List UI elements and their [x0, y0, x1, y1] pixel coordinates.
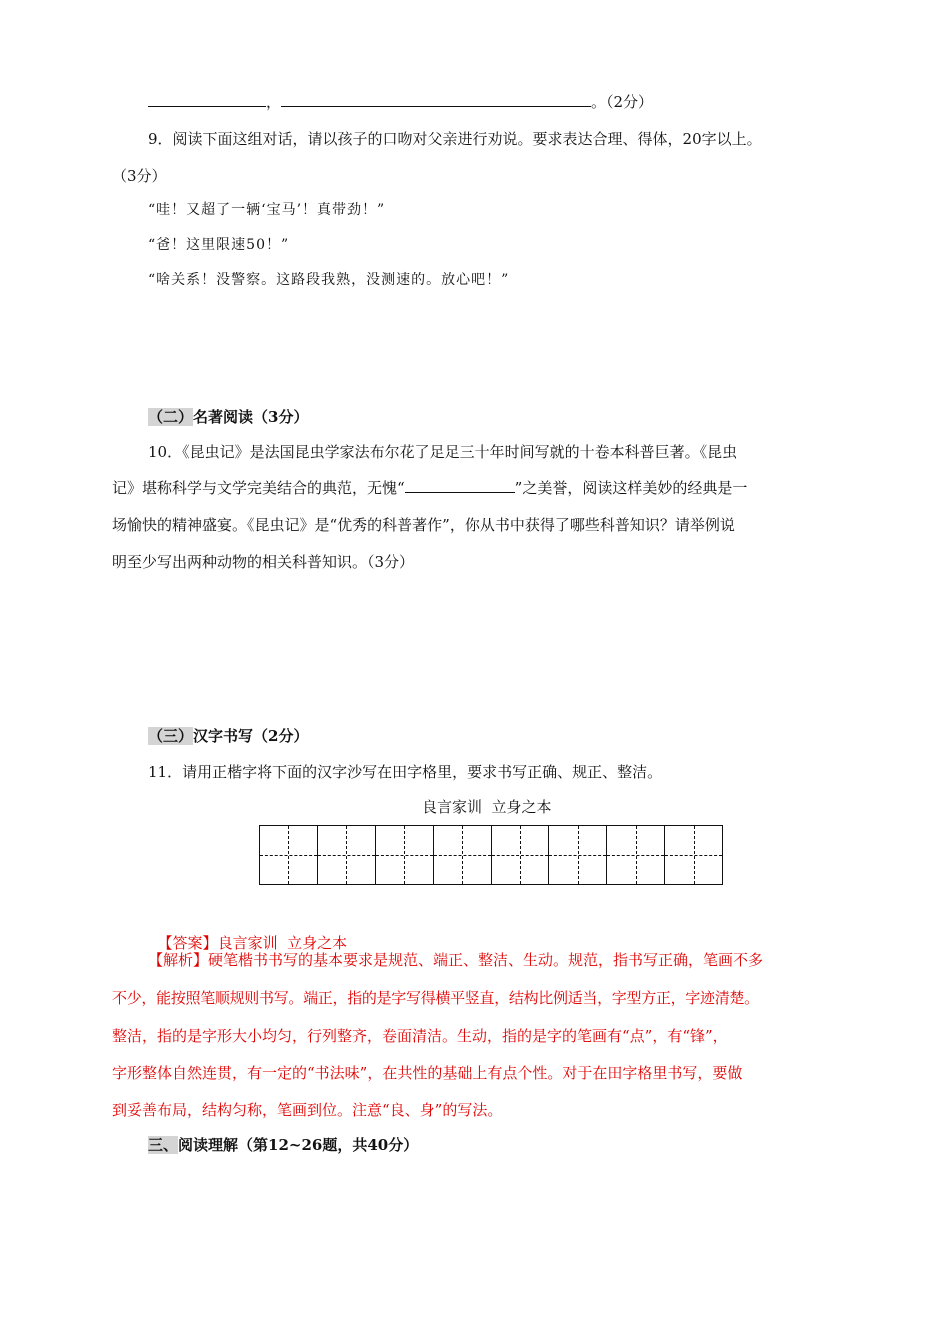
sample-text: 良言家训 立身之本 — [422, 798, 552, 816]
section-title: 汉字书写（2分） — [193, 727, 309, 745]
q8-answer-line — [148, 91, 653, 112]
answer — [148, 914, 347, 953]
answer-blank[interactable] — [148, 92, 266, 107]
dialogue-line: “啥关系！没警察。这路段我熟，没测速的。放心吧！” — [148, 272, 510, 288]
dialogue-line: “爸！这里限速50！” — [148, 237, 290, 253]
section-heading-classics — [148, 406, 308, 427]
answer-blank[interactable] — [405, 478, 515, 493]
grid-cell[interactable] — [549, 826, 607, 884]
analysis-line: 字形整体自然连贯，有一定的“书法味”，在共性的基础上有点个性。对于在田字格里书写，要做 — [112, 1064, 743, 1082]
grid-cell[interactable] — [607, 826, 665, 884]
grid-cell[interactable] — [492, 826, 550, 884]
answer-blank[interactable] — [281, 92, 591, 107]
analysis-tag: 【解析】 — [148, 951, 209, 969]
dialogue-line: “哇！又超了一辆‘宝马’！真带劲！” — [148, 202, 386, 218]
answer-text: 良言家训 立身之本 — [217, 934, 348, 952]
analysis-line: 到妥善布局，结构匀称，笔画到位。注意“良、身”的写法。 — [112, 1101, 503, 1119]
section-title: 名著阅读（3分） — [193, 408, 309, 426]
section-heading-calligraphy — [148, 725, 308, 746]
separator: ， — [266, 93, 282, 111]
answer-tag: 【答案】 — [157, 934, 218, 952]
q9-score: （3分） — [112, 167, 167, 185]
grid-cell[interactable] — [665, 826, 722, 884]
section-label: （二） — [148, 408, 194, 426]
analysis-line: 不少，能按照笔顺规则书写。端正，指的是字写得横平竖直，结构比例适当，字型方正，字迹清楚。 — [112, 989, 759, 1007]
part-label: 三、 — [148, 1136, 179, 1154]
q10-line: 场愉快的精神盛宴。《昆虫记》是“优秀的科普著作”，你从书中获得了哪些科普知识？请举例说 — [112, 516, 735, 534]
part-heading-reading — [148, 1134, 418, 1155]
score-text: 。（2分） — [591, 93, 654, 111]
q9-prompt: 9．阅读下面这组对话，请以孩子的口吻对父亲进行劝说。要求表达合理、得体，20字以上。 — [148, 130, 762, 148]
grid-cell[interactable] — [376, 826, 434, 884]
grid-cell[interactable] — [434, 826, 492, 884]
part-title: 阅读理解（第12~26题，共40分） — [178, 1136, 419, 1154]
grid-cell[interactable] — [260, 826, 318, 884]
analysis-line: 整洁，指的是字形大小均匀，行列整齐，卷面清洁。生动，指的是字的笔画有“点”，有“锋”， — [112, 1027, 728, 1045]
q10-line: 明至少写出两种动物的相关科普知识。（3分） — [112, 553, 415, 571]
section-label: （三） — [148, 727, 194, 745]
q11-prompt: 11．请用正楷字将下面的汉字沙写在田字格里，要求书写正确、规正、整洁。 — [148, 763, 663, 781]
tianzige-grid[interactable] — [259, 825, 723, 885]
q10-line: 记》堪称科学与文学完美结合的典范，无愧“ ”之美誉，阅读这样美妙的经典是一 — [112, 479, 748, 497]
analysis-line: 【解析】硬笔楷书书写的基本要求是规范、端正、整洁、生动。规范，指书写正确，笔画不多 — [148, 951, 764, 969]
q10-line: 10．《昆虫记》是法国昆虫学家法布尔花了足足三十年时间写就的十卷本科普巨著。《昆虫 — [148, 443, 738, 461]
grid-cell[interactable] — [318, 826, 376, 884]
